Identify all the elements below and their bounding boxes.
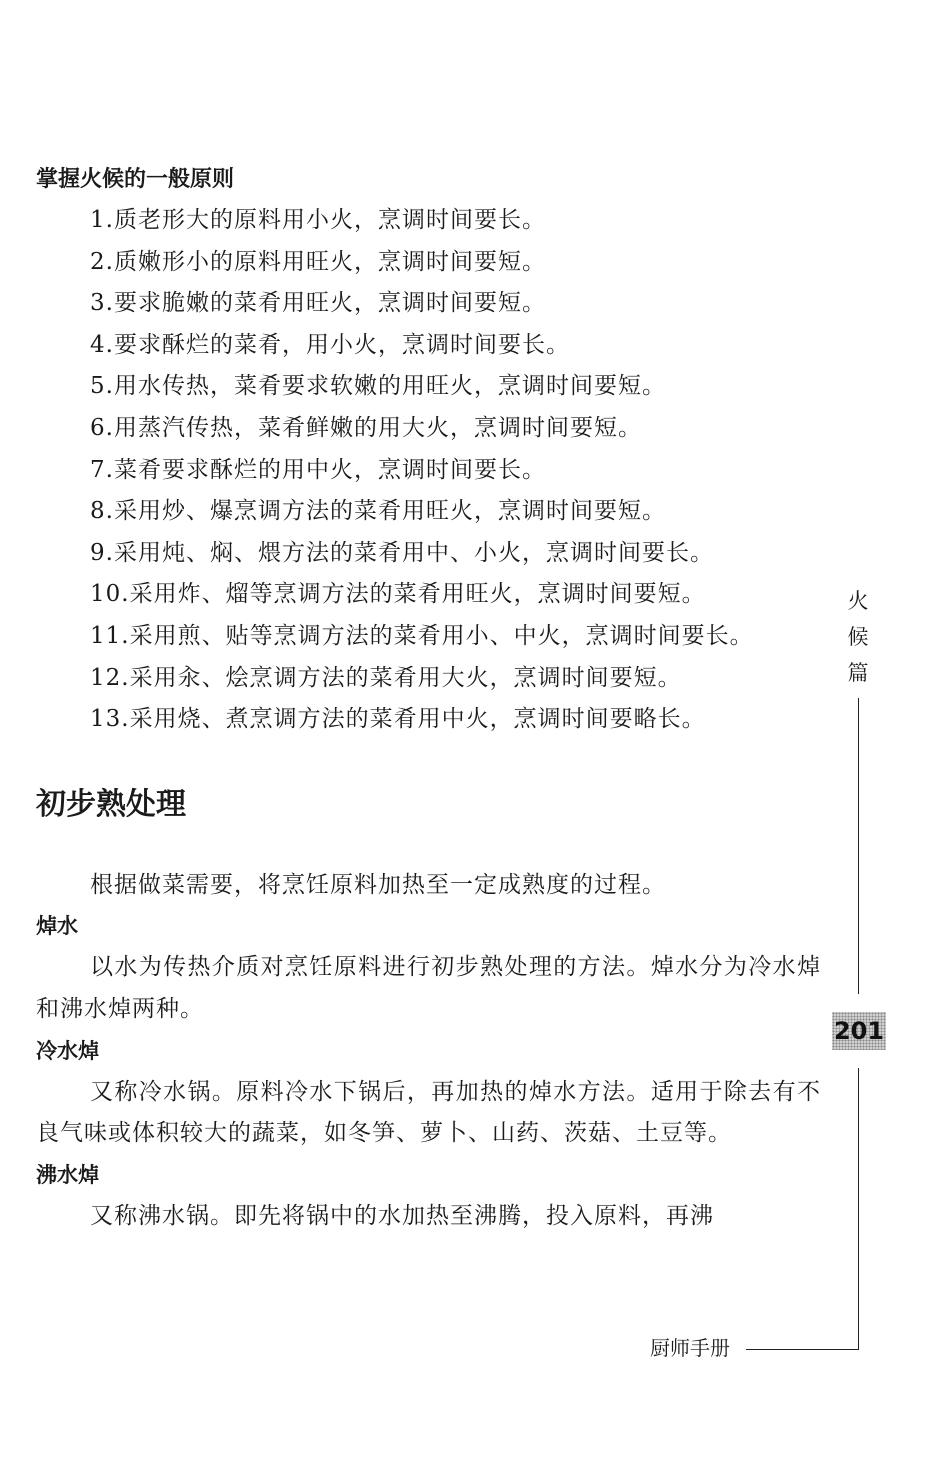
page-number: 201 xyxy=(832,1012,886,1050)
principle-item: 8.采用炒、爆烹调方法的菜肴用旺火，烹调时间要短。 xyxy=(90,498,666,525)
footer-book-title: 厨师手册 xyxy=(650,1336,730,1360)
subheading-chaoshui: 焯水 xyxy=(36,914,78,939)
principle-item: 6.用蒸汽传热，菜肴鲜嫩的用大火，烹调时间要短。 xyxy=(90,414,642,441)
principle-item: 1.质老形大的原料用小火，烹调时间要长。 xyxy=(90,207,546,233)
principle-item: 12.采用汆、烩烹调方法的菜肴用大火，烹调时间要短。 xyxy=(90,664,682,691)
principle-item: 9.采用炖、焖、煨方法的菜肴用中、小火，烹调时间要长。 xyxy=(90,539,714,566)
footer-rule xyxy=(746,1349,859,1350)
principles-heading: 掌握火候的一般原则 xyxy=(36,167,235,192)
principle-item: 4.要求酥烂的菜肴，用小火，烹调时间要长。 xyxy=(90,331,570,358)
principle-item: 7.菜肴要求酥烂的用中火，烹调时间要长。 xyxy=(90,456,546,483)
chapter-tab-char: 篇 xyxy=(847,661,869,685)
chapter-tab-char: 火 xyxy=(847,589,869,613)
chapter-tab-char: 候 xyxy=(847,625,869,649)
principle-item: 3.要求脆嫩的菜肴用旺火，烹调时间要短。 xyxy=(90,290,546,317)
margin-rule-lower xyxy=(858,1068,859,1350)
subheading-lengshui: 冷水焯 xyxy=(36,1038,99,1063)
principle-item: 2.质嫩形小的原料用旺火，烹调时间要短。 xyxy=(90,248,546,275)
margin-rule-upper xyxy=(858,698,859,994)
principle-item: 11.采用煎、贴等烹调方法的菜肴用小、中火，烹调时间要长。 xyxy=(90,622,754,649)
principle-item: 13.采用烧、煮烹调方法的菜肴用中火，烹调时间要略长。 xyxy=(90,706,706,733)
chapter-tab xyxy=(843,583,873,691)
subheading-feishui: 沸水焯 xyxy=(36,1162,99,1187)
paragraph-chaoshui: 以水为传热介质对烹饪原料进行初步熟处理的方法。焯水分为冷水焯和沸水焯两种。 xyxy=(36,954,821,1022)
principle-item: 10.采用炸、熘等烹调方法的菜肴用旺火，烹调时间要短。 xyxy=(90,581,706,608)
section-intro: 根据做菜需要，将烹饪原料加热至一定成熟度的过程。 xyxy=(90,871,666,898)
principle-item: 5.用水传热，菜肴要求软嫩的用旺火，烹调时间要短。 xyxy=(90,373,666,400)
paragraph-feishui: 又称沸水锅。即先将锅中的水加热至沸腾，投入原料，再沸 xyxy=(90,1202,714,1229)
section-title: 初步熟处理 xyxy=(36,786,186,822)
paragraph-lengshui: 又称冷水锅。原料冷水下锅后，再加热的焯水方法。适用于除去有不良气味或体积较大的蔬菜，如冬笋、萝卜、山药、茨菇、土豆等。 xyxy=(36,1078,821,1147)
main-text xyxy=(36,160,821,1237)
